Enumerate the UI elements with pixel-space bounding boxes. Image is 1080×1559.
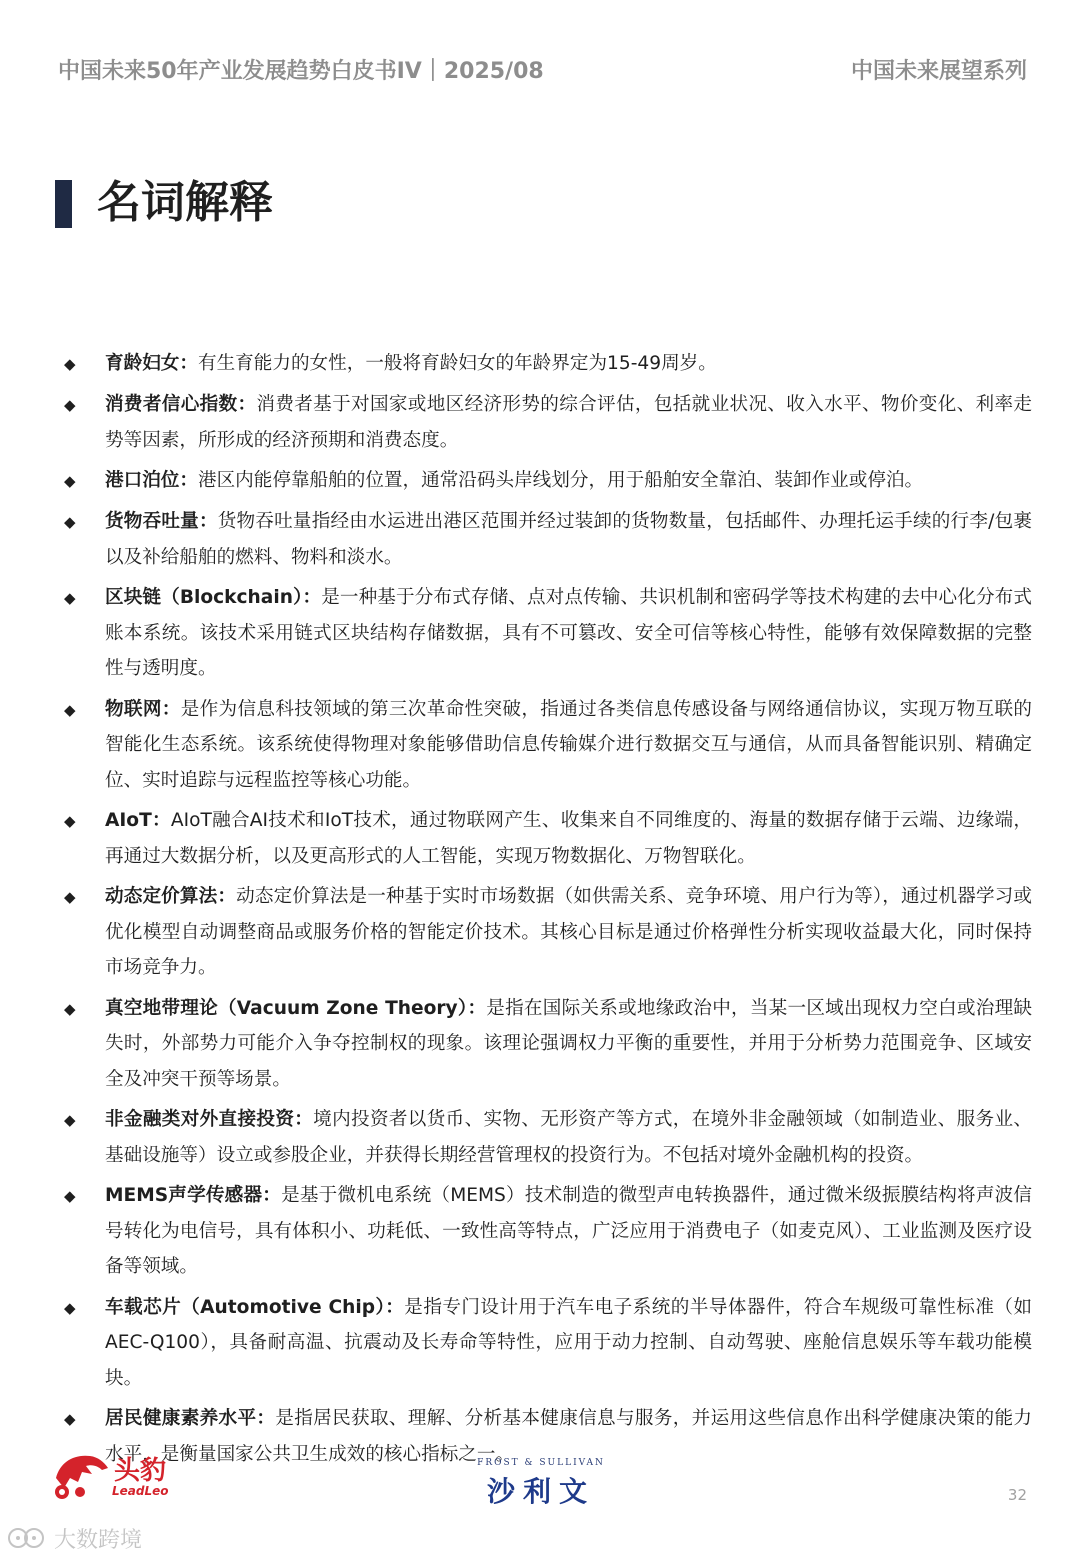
frost-sullivan-en: FROST & SULLIVAN [477, 1458, 605, 1468]
diamond-bullet-icon: ◆ [64, 1187, 76, 1205]
glossary-entry [62, 1102, 1032, 1173]
leadleo-cn-name: 头豹 [114, 1456, 167, 1486]
entry-term: 真空地带理论（Vacuum Zone Theory）： [105, 997, 487, 1019]
diamond-bullet-icon: ◆ [64, 1111, 76, 1129]
entry-description: 有生育能力的女性，一般将育龄妇女的年龄界定为15-49周岁。 [197, 353, 717, 374]
diamond-bullet-icon: ◆ [64, 472, 76, 490]
entry-term: 动态定价算法： [105, 886, 237, 907]
entry-term: 消费者信心指数： [105, 394, 257, 415]
watermark [8, 1522, 142, 1554]
diamond-bullet-icon: ◆ [64, 999, 76, 1018]
glossary-list [62, 346, 1032, 1477]
glossary-entry [62, 463, 1032, 499]
diamond-bullet-icon: ◆ [64, 1298, 76, 1317]
entry-description: 境内投资者以货币、实物、无形资产等方式，在境外非金融领域（如制造业、服务业、基础设施等）设立或参股企业，并获得长期经营管理权的投资行为。不包括对境外金融机构的投资。 [105, 1109, 1032, 1166]
entry-term: 货物吞吐量： [105, 511, 218, 532]
diamond-bullet-icon: ◆ [64, 812, 76, 830]
glossary-entry [62, 346, 1032, 382]
entry-description: 港区内能停靠船舶的位置，通常沿码头岸线划分，用于船舶安全靠泊、装卸作业或停泊。 [197, 470, 924, 491]
entry-text [105, 879, 1032, 986]
entry-text [105, 1102, 1032, 1173]
entry-term: AIoT： [105, 810, 171, 831]
entry-text [105, 387, 1032, 458]
entry-term: 居民健康素养水平： [105, 1408, 276, 1429]
diamond-bullet-icon: ◆ [64, 589, 76, 607]
glossary-entry [62, 1290, 1032, 1397]
entry-text [105, 1290, 1032, 1397]
entry-text [105, 1178, 1032, 1285]
leadleo-en-name: LeadLeo [112, 1484, 169, 1498]
entry-description: AIoT融合AI技术和IoT技术，通过物联网产生、收集来自不同维度的、海量的数据存储于云端、边缘端，再通过大数据分析，以及更高形式的人工智能，实现万物数据化、万物智联化。 [105, 810, 1032, 867]
glossary-entry [62, 803, 1032, 874]
diamond-bullet-icon: ◆ [64, 700, 76, 719]
entry-description: 消费者基于对国家或地区经济形势的综合评估，包括就业状况、收入水平、物价变化、利率走势等因素，所形成的经济预期和消费态度。 [105, 394, 1032, 451]
glossary-entry [62, 580, 1032, 687]
entry-description: 动态定价算法是一种基于实时市场数据（如供需关系、竞争环境、用户行为等），通过机器学习或优化模型自动调整商品或服务价格的智能定价技术。其核心目标是通过价格弹性分析实现收益最大化，同时保持市场竞争力。 [105, 886, 1032, 978]
entry-term: 港口泊位： [105, 470, 198, 491]
page-title: 名词解释 [97, 177, 273, 228]
entry-term: 非金融类对外直接投资： [105, 1109, 314, 1130]
leadleo-logo [52, 1448, 182, 1508]
entry-text [105, 803, 1032, 874]
entry-description: 是作为信息科技领域的第三次革命性突破，指通过各类信息传感设备与网络通信协议，实现万物互联的智能化生态系统。该系统使得物理对象能够借助信息传输媒介进行数据交互与通信，从而具备智能识别、精确定位、实时追踪与远程监控等核心功能。 [105, 698, 1032, 791]
glossary-entry [62, 692, 1032, 799]
entry-text [105, 692, 1032, 799]
entry-text [105, 346, 1032, 382]
diamond-bullet-icon: ◆ [64, 1410, 76, 1428]
entry-term: 区块链（Blockchain）： [105, 587, 322, 608]
entry-term: MEMS声学传感器： [105, 1185, 282, 1206]
entry-description: 是基于微机电系统（MEMS）技术制造的微型声电转换器件，通过微米级振膜结构将声波信号转化为电信号，具有体积小、功耗低、一致性高等特点，广泛应用于消费电子（如麦克风）、工业监测及医疗设备等领域。 [105, 1185, 1033, 1277]
entry-text [105, 504, 1032, 575]
glossary-entry [62, 879, 1032, 986]
glossary-entry [62, 387, 1032, 458]
frost-sullivan-logo [466, 1458, 616, 1508]
title-accent-bar [55, 180, 72, 228]
glossary-entry [62, 1178, 1032, 1285]
entry-text [105, 463, 1032, 499]
header-series-name: 中国未来展望系列 [850, 58, 1027, 84]
glossary-entry [62, 504, 1032, 575]
frost-sullivan-cn: 沙利文 [486, 1475, 595, 1508]
watermark-text: 大数跨境 [54, 1527, 143, 1553]
header-report-title: 中国未来50年产业发展趋势白皮书IV｜2025/08 [58, 58, 544, 84]
entry-text [105, 991, 1032, 1098]
entry-text [105, 580, 1032, 687]
diamond-bullet-icon: ◆ [64, 355, 76, 373]
entry-description: 是指专门设计用于汽车电子系统的半导体器件，符合车规级可靠性标准（如AEC-Q100），具备耐高温、抗震动及长寿命等特性，应用于动力控制、自动驾驶、座舱信息娱乐等车载功能模块。 [105, 1296, 1032, 1389]
watermark-logo-icon [8, 1525, 48, 1551]
page-header [58, 52, 1027, 86]
diamond-bullet-icon: ◆ [64, 513, 76, 531]
diamond-bullet-icon: ◆ [64, 396, 76, 414]
entry-description: 货物吞吐量指经由水运进出港区范围并经过装卸的货物数量，包括邮件、办理托运手续的行李/包裹以及补给船舶的燃料、物料和淡水。 [105, 511, 1032, 568]
entry-description: 是一种基于分布式存储、点对点传输、共识机制和密码学等技术构建的去中心化分布式账本系统。该技术采用链式区块结构存储数据，具有不可篡改、安全可信等核心特性，能够有效保障数据的完整性与透明度。 [105, 587, 1032, 679]
entry-term: 车载芯片（Automotive Chip）： [105, 1296, 405, 1318]
entry-term: 育龄妇女： [105, 353, 198, 374]
diamond-bullet-icon: ◆ [64, 888, 76, 906]
leopard-icon [52, 1448, 112, 1500]
page-number: 32 [1007, 1486, 1027, 1504]
entry-description: 是指在国际关系或地缘政治中，当某一区域出现权力空白或治理缺失时，外部势力可能介入争夺控制权的现象。该理论强调权力平衡的重要性，并用于分析势力范围竞争、区域安全及冲突干预等场景。 [105, 997, 1032, 1090]
entry-description: 是指居民获取、理解、分析基本健康信息与服务，并运用这些信息作出科学健康决策的能力水平，是衡量国家公共卫生成效的核心指标之一。 [105, 1408, 1032, 1465]
entry-term: 物联网： [105, 698, 181, 720]
glossary-entry [62, 991, 1032, 1098]
